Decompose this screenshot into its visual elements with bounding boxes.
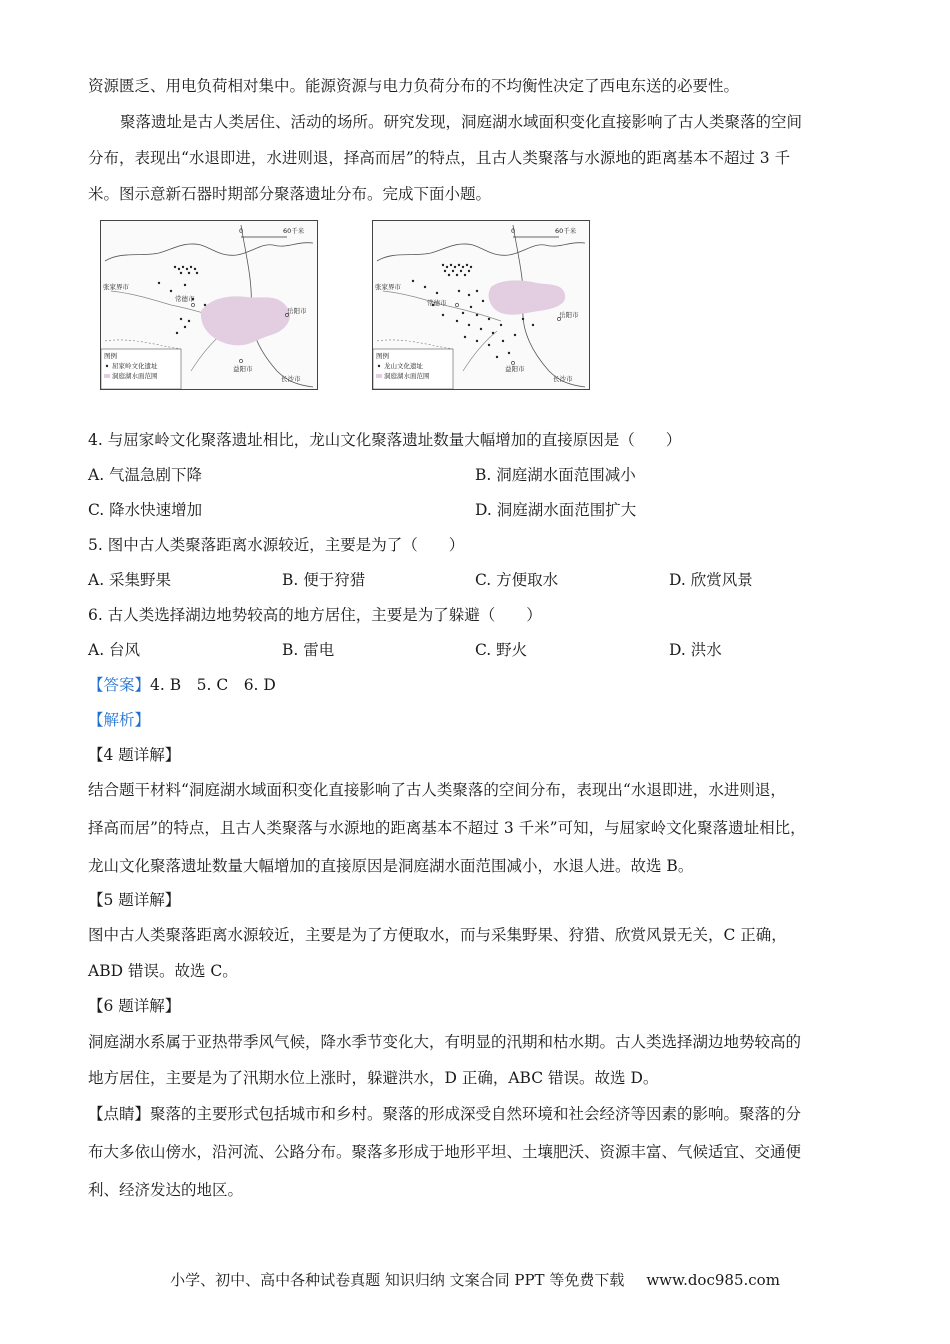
map-qujialing [100, 220, 318, 390]
svg-text:长沙市: 长沙市 [553, 375, 573, 383]
question-4-option-d: D. 洞庭湖水面范围扩大 [475, 501, 637, 519]
question-5-option-b: B. 便于狩猎 [282, 571, 366, 589]
svg-text:岳阳市: 岳阳市 [287, 307, 307, 315]
svg-text:图例: 图例 [104, 352, 117, 360]
detail-6-line: 地方居住，主要是为了汛期水位上涨时，躲避洪水，D 正确，ABC 错误。故选 D。 [88, 1069, 659, 1087]
page-footer [0, 1270, 950, 1290]
detail-4-heading: 【4 题详解】 [88, 746, 181, 764]
tip-text: 聚落的主要形式包括城市和乡村。聚落的形成深受自然环境和社会经济等因素的影响。聚落的分 [150, 1105, 802, 1123]
question-4-option-a: A. 气温急剧下降 [88, 466, 203, 484]
question-4-option-c: C. 降水快速增加 [88, 501, 203, 519]
svg-text:张家界市: 张家界市 [103, 283, 129, 291]
detail-5-line: ABD 错误。故选 C。 [88, 962, 238, 980]
svg-text:长沙市: 长沙市 [281, 375, 301, 383]
map-figure [100, 220, 590, 390]
svg-text:龙山文化遗址: 龙山文化遗址 [384, 362, 423, 370]
tip-line: 布大多依山傍水，沿河流、公路分布。聚落多形成于地形平坦、土壤肥沃、资源丰富、气候适宜、交通便 [88, 1143, 802, 1161]
detail-5-heading: 【5 题详解】 [88, 891, 181, 909]
question-4-stem: 4. 与屈家岭文化聚落遗址相比，龙山文化聚落遗址数量大幅增加的直接原因是（ ） [88, 431, 682, 449]
detail-5-line: 图中古人类聚落距离水源较近，主要是为了方便取水，而与采集野果、狩猎、欣赏风景无关，C 正确， [88, 926, 787, 944]
svg-text:益阳市: 益阳市 [233, 365, 253, 373]
tip-line [88, 1104, 801, 1124]
question-6-stem: 6. 古人类选择湖边地势较高的地方居住，主要是为了躲避（ ） [88, 606, 542, 624]
question-6-option-a: A. 台风 [88, 641, 141, 659]
svg-text:60千米: 60千米 [555, 227, 577, 235]
answer-label: 【答案】 [88, 676, 151, 694]
svg-text:屈家岭文化遗址: 屈家岭文化遗址 [112, 362, 158, 370]
question-6-option-d: D. 洪水 [669, 641, 722, 659]
answer-line [88, 675, 276, 695]
tip-label: 【点睛】 [88, 1105, 151, 1123]
detail-4-line: 结合题干材料“洞庭湖水域面积变化直接影响了古人类聚落的空间分布，表现出“水退即进，水进则退， [88, 781, 786, 799]
svg-text:常德市: 常德市 [427, 299, 447, 307]
lake-area [201, 296, 290, 345]
svg-text:张家界市: 张家界市 [375, 283, 401, 291]
svg-text:益阳市: 益阳市 [505, 365, 525, 373]
svg-text:0: 0 [239, 227, 244, 235]
tip-line: 利、经济发达的地区。 [88, 1181, 244, 1199]
question-4-option-b: B. 洞庭湖水面范围减小 [475, 466, 636, 484]
svg-text:60千米: 60千米 [283, 227, 305, 235]
svg-text:图例: 图例 [376, 352, 389, 360]
lake-area [489, 280, 566, 314]
analysis-label: 【解析】 [88, 711, 151, 729]
svg-text:洞庭湖水面范围: 洞庭湖水面范围 [112, 372, 158, 380]
detail-6-line: 洞庭湖水系属于亚热带季风气候，降水季节变化大，有明显的汛期和枯水期。古人类选择湖边地势较高的 [88, 1033, 802, 1051]
detail-4-line: 择高而居”的特点，且古人类聚落与水源地的距离基本不超过 3 千米”可知，与屈家岭文化聚落遗址相比， [88, 819, 806, 837]
footer-site-link[interactable]: www.doc985.com [646, 1271, 780, 1289]
paragraph-line: 聚落遗址是古人类居住、活动的场所。研究发现，洞庭湖水域面积变化直接影响了古人类聚落的空间 [120, 113, 803, 131]
detail-6-heading: 【6 题详解】 [88, 997, 181, 1015]
map-longshan-svg [373, 221, 589, 389]
svg-text:0: 0 [511, 227, 516, 235]
answer-text: 4. B 5. C 6. D [150, 676, 276, 694]
map-qujialing-svg [101, 221, 317, 389]
question-5-stem: 5. 图中古人类聚落距离水源较近，主要是为了（ ） [88, 536, 465, 554]
question-5-option-c: C. 方便取水 [475, 571, 559, 589]
question-6-option-c: C. 野火 [475, 641, 528, 659]
footer-text: 小学、初中、高中各种试卷真题 知识归纳 文案合同 PPT 等免费下载 [170, 1271, 625, 1289]
svg-text:岳阳市: 岳阳市 [559, 311, 579, 319]
svg-text:洞庭湖水面范围: 洞庭湖水面范围 [384, 372, 430, 380]
question-5-option-a: A. 采集野果 [88, 571, 172, 589]
detail-4-line: 龙山文化聚落遗址数量大幅增加的直接原因是洞庭湖水面范围减小，水退人进。故选 B。 [88, 857, 694, 875]
svg-text:常德市: 常德市 [175, 295, 195, 303]
question-5-option-d: D. 欣赏风景 [669, 571, 753, 589]
paragraph-line: 分布，表现出“水退即进，水进则退，择高而居”的特点，且古人类聚落与水源地的距离基本不超过 3 千 [88, 149, 791, 167]
question-6-option-b: B. 雷电 [282, 641, 335, 659]
paragraph-line: 米。图示意新石器时期部分聚落遗址分布。完成下面小题。 [88, 185, 492, 203]
paragraph-line: 资源匮乏、用电负荷相对集中。能源资源与电力负荷分布的不均衡性决定了西电东送的必要性。 [88, 77, 740, 95]
map-longshan [372, 220, 590, 390]
